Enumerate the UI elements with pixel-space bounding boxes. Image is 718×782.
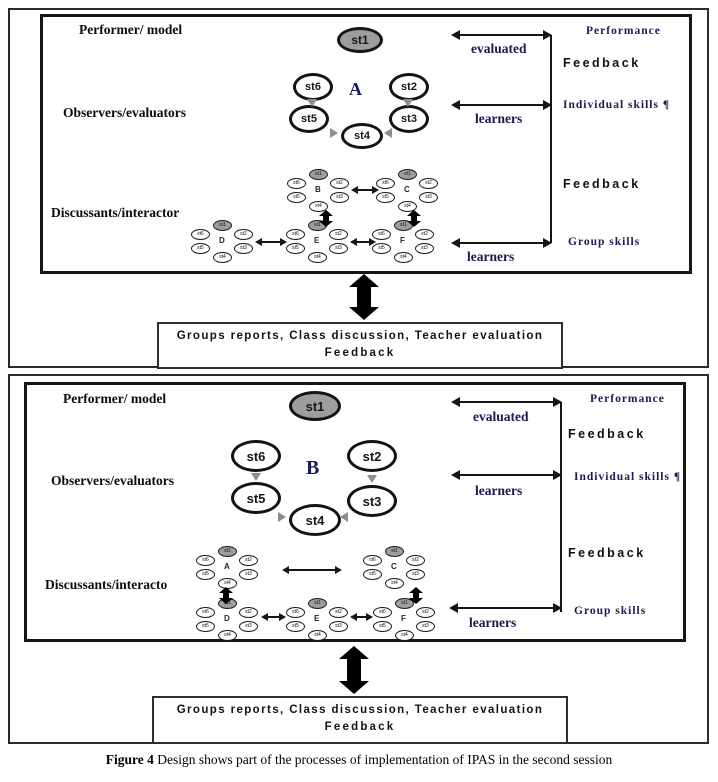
mini-node-st3: st3: [329, 243, 348, 254]
mini-node-st4: st4: [395, 630, 414, 641]
mini-node-st3: st3: [239, 569, 258, 580]
ring-letter: B: [306, 457, 320, 479]
discussants-interactor-label: Discussants/interactor: [51, 205, 180, 220]
cluster-arrow: [352, 241, 374, 243]
student-cluster-e: [286, 598, 350, 642]
mini-node-st2: st2: [329, 229, 348, 240]
observers-evaluators-label: Observers/evaluators: [63, 105, 186, 120]
cluster-letter: E: [314, 614, 320, 623]
mini-node-st4: st4: [213, 252, 232, 263]
evaluated-label: evaluated: [473, 409, 529, 424]
ring-node-st6: st6: [231, 440, 281, 472]
cluster-vertical-arrow: [409, 587, 423, 604]
ring-arrow-icon: [307, 99, 317, 107]
mini-node-st6: st6: [196, 555, 215, 566]
mini-node-st3: st3: [234, 243, 253, 254]
performance-label: Performance: [586, 25, 661, 37]
feedback-label-bottom: Feedback: [568, 546, 646, 560]
feedback-flow-arrow: [336, 646, 372, 694]
mini-node-st3: st3: [419, 192, 438, 203]
mini-node-st2: st2: [329, 607, 348, 618]
mini-node-st1: st1: [308, 220, 327, 231]
ring-node-st2: st2: [389, 73, 429, 101]
mini-node-st1: st1: [309, 169, 328, 180]
cluster-vertical-arrow: [407, 210, 421, 227]
mini-node-st4: st4: [394, 252, 413, 263]
individual-skills-label: Individual skills ¶: [563, 99, 671, 111]
cluster-arrow: [352, 616, 371, 618]
observers-evaluators-label: Observers/evaluators: [51, 473, 174, 488]
mini-node-st6: st6: [287, 178, 306, 189]
ring-node-st2: st2: [347, 440, 397, 472]
student-cluster-d: [191, 220, 255, 264]
panel-b-diagram-box: [24, 382, 686, 642]
cluster-letter: B: [315, 185, 321, 194]
panel-a: [8, 8, 709, 368]
mini-node-st5: st5: [372, 243, 391, 254]
individual-skills-label: Individual skills ¶: [574, 471, 682, 483]
figure-caption-number: Figure 4: [105, 752, 154, 767]
mini-node-st5: st5: [287, 192, 306, 203]
student-cluster-e: [286, 220, 350, 264]
mini-node-st4: st4: [308, 252, 327, 263]
ring-node-st4: st4: [341, 123, 383, 149]
mini-node-st6: st6: [373, 607, 392, 618]
student-cluster-c: [363, 546, 427, 590]
cluster-letter: D: [219, 236, 225, 245]
mini-node-st4: st4: [308, 630, 327, 641]
mini-node-st2: st2: [419, 178, 438, 189]
group-skills-label: Group skills: [568, 236, 641, 248]
feedback-label-top: Feedback: [568, 427, 646, 441]
mini-node-st2: st2: [415, 229, 434, 240]
performer-model-label: Performer/ model: [63, 391, 167, 406]
ring-node-st5: st5: [231, 482, 281, 514]
mini-node-st1: st1: [398, 169, 417, 180]
learners-label-bottom: learners: [469, 615, 517, 630]
panel-a-diagram-box: [40, 14, 692, 274]
ring-arrow-icon: [384, 128, 392, 138]
ring-node-st3: st3: [347, 485, 397, 517]
mini-node-st3: st3: [415, 243, 434, 254]
ring-arrow-icon: [330, 128, 338, 138]
connector-line: [560, 402, 562, 612]
mini-node-st4: st4: [218, 630, 237, 641]
mini-node-st1: st1: [395, 598, 414, 609]
ring-arrow-icon: [367, 475, 377, 483]
feedback-flow-arrow: [346, 274, 382, 320]
mini-node-st5: st5: [376, 192, 395, 203]
ring-node-st5: st5: [289, 105, 329, 133]
learners-arrow-top: [453, 104, 550, 106]
mini-node-st5: st5: [196, 569, 215, 580]
ring-arrow-icon: [251, 473, 261, 481]
group-skills-label: Group skills: [574, 605, 647, 617]
ring-letter: A: [349, 79, 362, 99]
report-box-line1: Groups reports, Class discussion, Teacher evaluation: [176, 704, 544, 716]
mini-node-st6: st6: [286, 607, 305, 618]
cluster-letter: D: [224, 614, 230, 623]
performer-model-label: Performer/ model: [79, 22, 183, 37]
student-cluster-a: [196, 546, 260, 590]
student-cluster-d: [196, 598, 260, 642]
mini-node-st2: st2: [406, 555, 425, 566]
report-feedback-box: [157, 322, 563, 369]
mini-node-st2: st2: [234, 229, 253, 240]
mini-node-st3: st3: [330, 192, 349, 203]
mini-node-st3: st3: [329, 621, 348, 632]
report-box-line1: Groups reports, Class discussion, Teacher evaluation: [176, 330, 544, 342]
mini-node-st2: st2: [239, 555, 258, 566]
discussants-interactor-label: Discussants/interacto: [45, 577, 168, 592]
mini-node-st3: st3: [406, 569, 425, 580]
mini-node-st6: st6: [191, 229, 210, 240]
learners-arrow-top: [453, 474, 560, 476]
report-box-line2: Feedback: [324, 347, 396, 359]
ring-node-st4: st4: [289, 504, 341, 536]
mini-node-st1: st1: [213, 220, 232, 231]
cluster-letter: F: [400, 236, 405, 245]
ring-arrow-icon: [340, 512, 348, 522]
mini-node-st5: st5: [196, 621, 215, 632]
mini-node-st6: st6: [363, 555, 382, 566]
mini-node-st1: st1: [394, 220, 413, 231]
cluster-letter: A: [224, 562, 230, 571]
cluster-arrow: [284, 569, 340, 571]
student-cluster-f: [373, 598, 437, 642]
cluster-letter: C: [404, 185, 410, 194]
student-cluster-c: [376, 169, 440, 213]
mini-node-st6: st6: [196, 607, 215, 618]
report-box-line2: Feedback: [324, 721, 396, 733]
student-cluster-b: [287, 169, 351, 213]
performance-label: Performance: [590, 393, 665, 405]
learners-label-top: learners: [475, 483, 523, 498]
mini-node-st2: st2: [239, 607, 258, 618]
mini-node-st5: st5: [373, 621, 392, 632]
mini-node-st4: st4: [218, 578, 237, 589]
ring-arrow-icon: [403, 99, 413, 107]
mini-node-st4: st4: [309, 201, 328, 212]
ring-node-st1: st1: [289, 391, 341, 421]
cluster-vertical-arrow: [319, 210, 333, 227]
mini-node-st1: st1: [218, 598, 237, 609]
panel-b: [8, 374, 709, 744]
mini-node-st1: st1: [385, 546, 404, 557]
cluster-letter: C: [391, 562, 397, 571]
mini-node-st5: st5: [363, 569, 382, 580]
cluster-letter: E: [314, 236, 320, 245]
mini-node-st1: st1: [218, 546, 237, 557]
evaluated-arrow: [453, 34, 550, 36]
cluster-letter: F: [401, 614, 406, 623]
mini-node-st4: st4: [385, 578, 404, 589]
mini-node-st6: st6: [376, 178, 395, 189]
cluster-arrow: [263, 616, 284, 618]
evaluated-label: evaluated: [471, 41, 527, 56]
feedback-label-bottom: Feedback: [563, 177, 641, 191]
mini-node-st2: st2: [416, 607, 435, 618]
cluster-arrow: [257, 241, 285, 243]
student-cluster-f: [372, 220, 436, 264]
ring-node-st6: st6: [293, 73, 333, 101]
mini-node-st1: st1: [308, 598, 327, 609]
evaluated-arrow: [453, 401, 560, 403]
mini-node-st4: st4: [398, 201, 417, 212]
feedback-label-top: Feedback: [563, 56, 641, 70]
learners-label-top: learners: [475, 111, 523, 126]
ring-node-st1: st1: [337, 27, 383, 53]
figure-caption-text: Design shows part of the processes of implementation of IPAS in the second session: [157, 752, 613, 767]
mini-node-st5: st5: [191, 243, 210, 254]
cluster-vertical-arrow: [219, 587, 233, 604]
mini-node-st5: st5: [286, 243, 305, 254]
mini-node-st3: st3: [416, 621, 435, 632]
ring-arrow-icon: [278, 512, 286, 522]
mini-node-st5: st5: [286, 621, 305, 632]
mini-node-st3: st3: [239, 621, 258, 632]
learners-arrow-bottom: [451, 607, 560, 609]
ring-node-st3: st3: [389, 105, 429, 133]
learners-arrow-bottom: [453, 242, 550, 244]
mini-node-st6: st6: [372, 229, 391, 240]
report-feedback-box: [152, 696, 568, 744]
learners-label-bottom: learners: [467, 249, 515, 264]
cluster-arrow: [353, 189, 377, 191]
mini-node-st6: st6: [286, 229, 305, 240]
connector-line: [550, 35, 552, 243]
figure-caption: [0, 752, 718, 768]
mini-node-st2: st2: [330, 178, 349, 189]
